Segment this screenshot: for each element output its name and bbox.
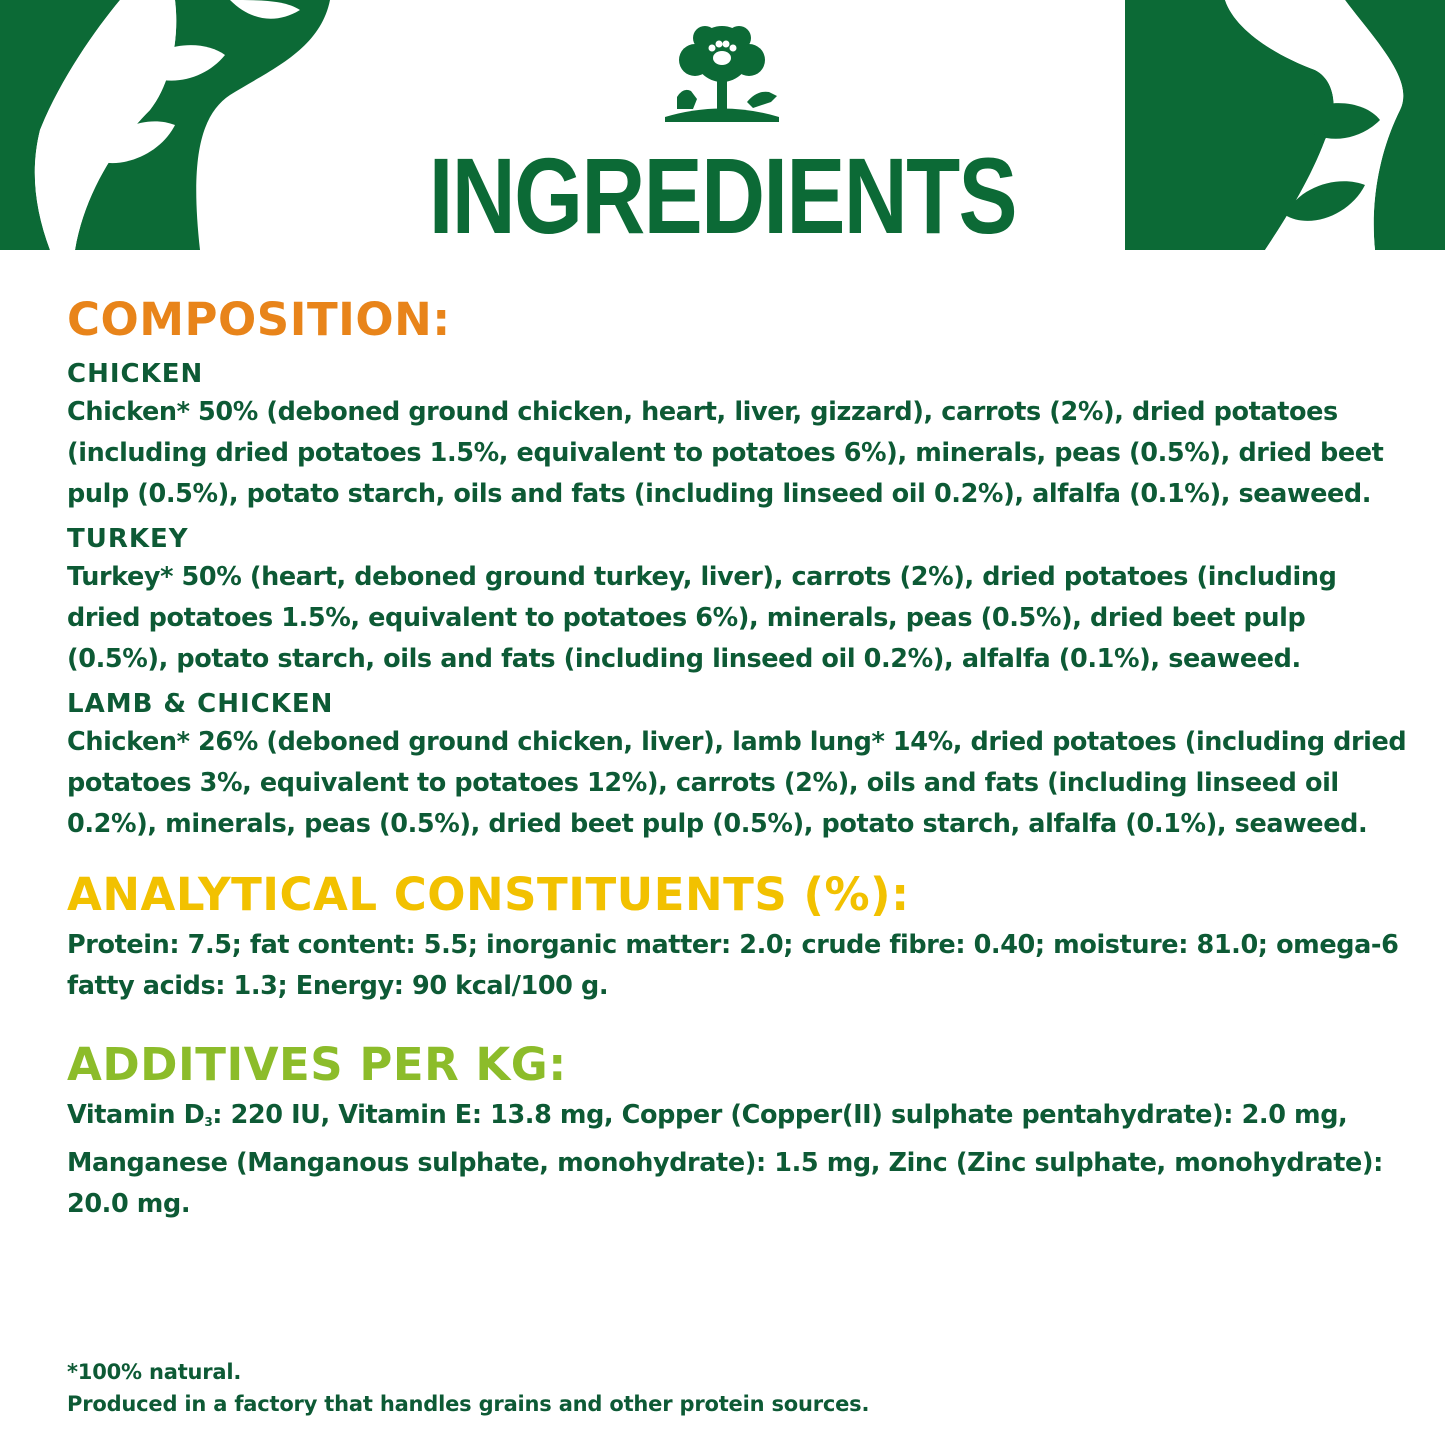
composition-heading: COMPOSITION:: [67, 293, 451, 346]
additives-text: [67, 1095, 1412, 1225]
footer-notes: [67, 1356, 1367, 1420]
section-text-turkey: Turkey* 50% (heart, deboned ground turkey, liver), carrots (2%), dried potatoes (including dried potatoes 1.5%, equivalent to potatoes 6%), minerals, peas (0.5%), dried beet pulp (0.5%), potato starch, oils and fats (including linseed oil 0.2%), alfalfa (0.1%), seaweed.: [67, 562, 1337, 674]
vitamin-d-subscript: 3: [204, 1115, 213, 1129]
section-text-chicken: Chicken* 50% (deboned ground chicken, heart, liver, gizzard), carrots (2%), dried potatoes (including dried potatoes 1.5%, equivalent to potatoes 6%), minerals, peas (0.5%), dried beet pulp (0.5%), potato starch, oils and fats (including linseed oil 0.2%), alfalfa (0.1%), seaweed.: [67, 397, 1384, 509]
additives-details: : 220 IU, Vitamin E: 13.8 mg, Copper (Copper(II) sulphate pentahydrate): 2.0 mg, Manganese (Manganous sulphate, monohydrate): 1.5 mg, Zinc (Zinc sulphate, monohydrate): 20.0 mg.: [67, 1100, 1383, 1219]
vitamin-d-label: Vitamin D: [67, 1100, 205, 1130]
footnote-factory: Produced in a factory that handles grains and other protein sources.: [67, 1392, 870, 1416]
additives-heading: ADDITIVES PER KG:: [67, 1038, 567, 1091]
section-heading-lamb-chicken: LAMB & CHICKEN: [67, 689, 334, 719]
tree-paw-logo-icon: [655, 22, 790, 132]
footnote-natural: *100% natural.: [67, 1360, 242, 1384]
analytical-text: Protein: 7.5; fat content: 5.5; inorganic matter: 2.0; crude fibre: 0.40; moisture: 81.0; omega-6 fatty acids: 1.3; Energy: 90 kcal/100 g.: [67, 930, 1399, 1001]
section-heading-chicken: CHICKEN: [67, 359, 204, 389]
section-text-lamb-chicken: Chicken* 26% (deboned ground chicken, liver), lamb lung* 14%, dried potatoes (including dried potatoes 3%, equivalent to potatoes 12%), carrots (2%), oils and fats (including linseed oil 0.2%), minerals, peas (0.5%), dried beet pulp (0.5%), potato starch, alfalfa (0.1%), seaweed.: [67, 727, 1407, 839]
header-banner: [0, 0, 1445, 256]
page-title: INGREDIENTS: [428, 135, 1016, 256]
section-heading-turkey: TURKEY: [67, 524, 189, 554]
ingredients-content: [67, 290, 1412, 1225]
analytical-heading: ANALYTICAL CONSTITUENTS (%):: [67, 868, 910, 921]
